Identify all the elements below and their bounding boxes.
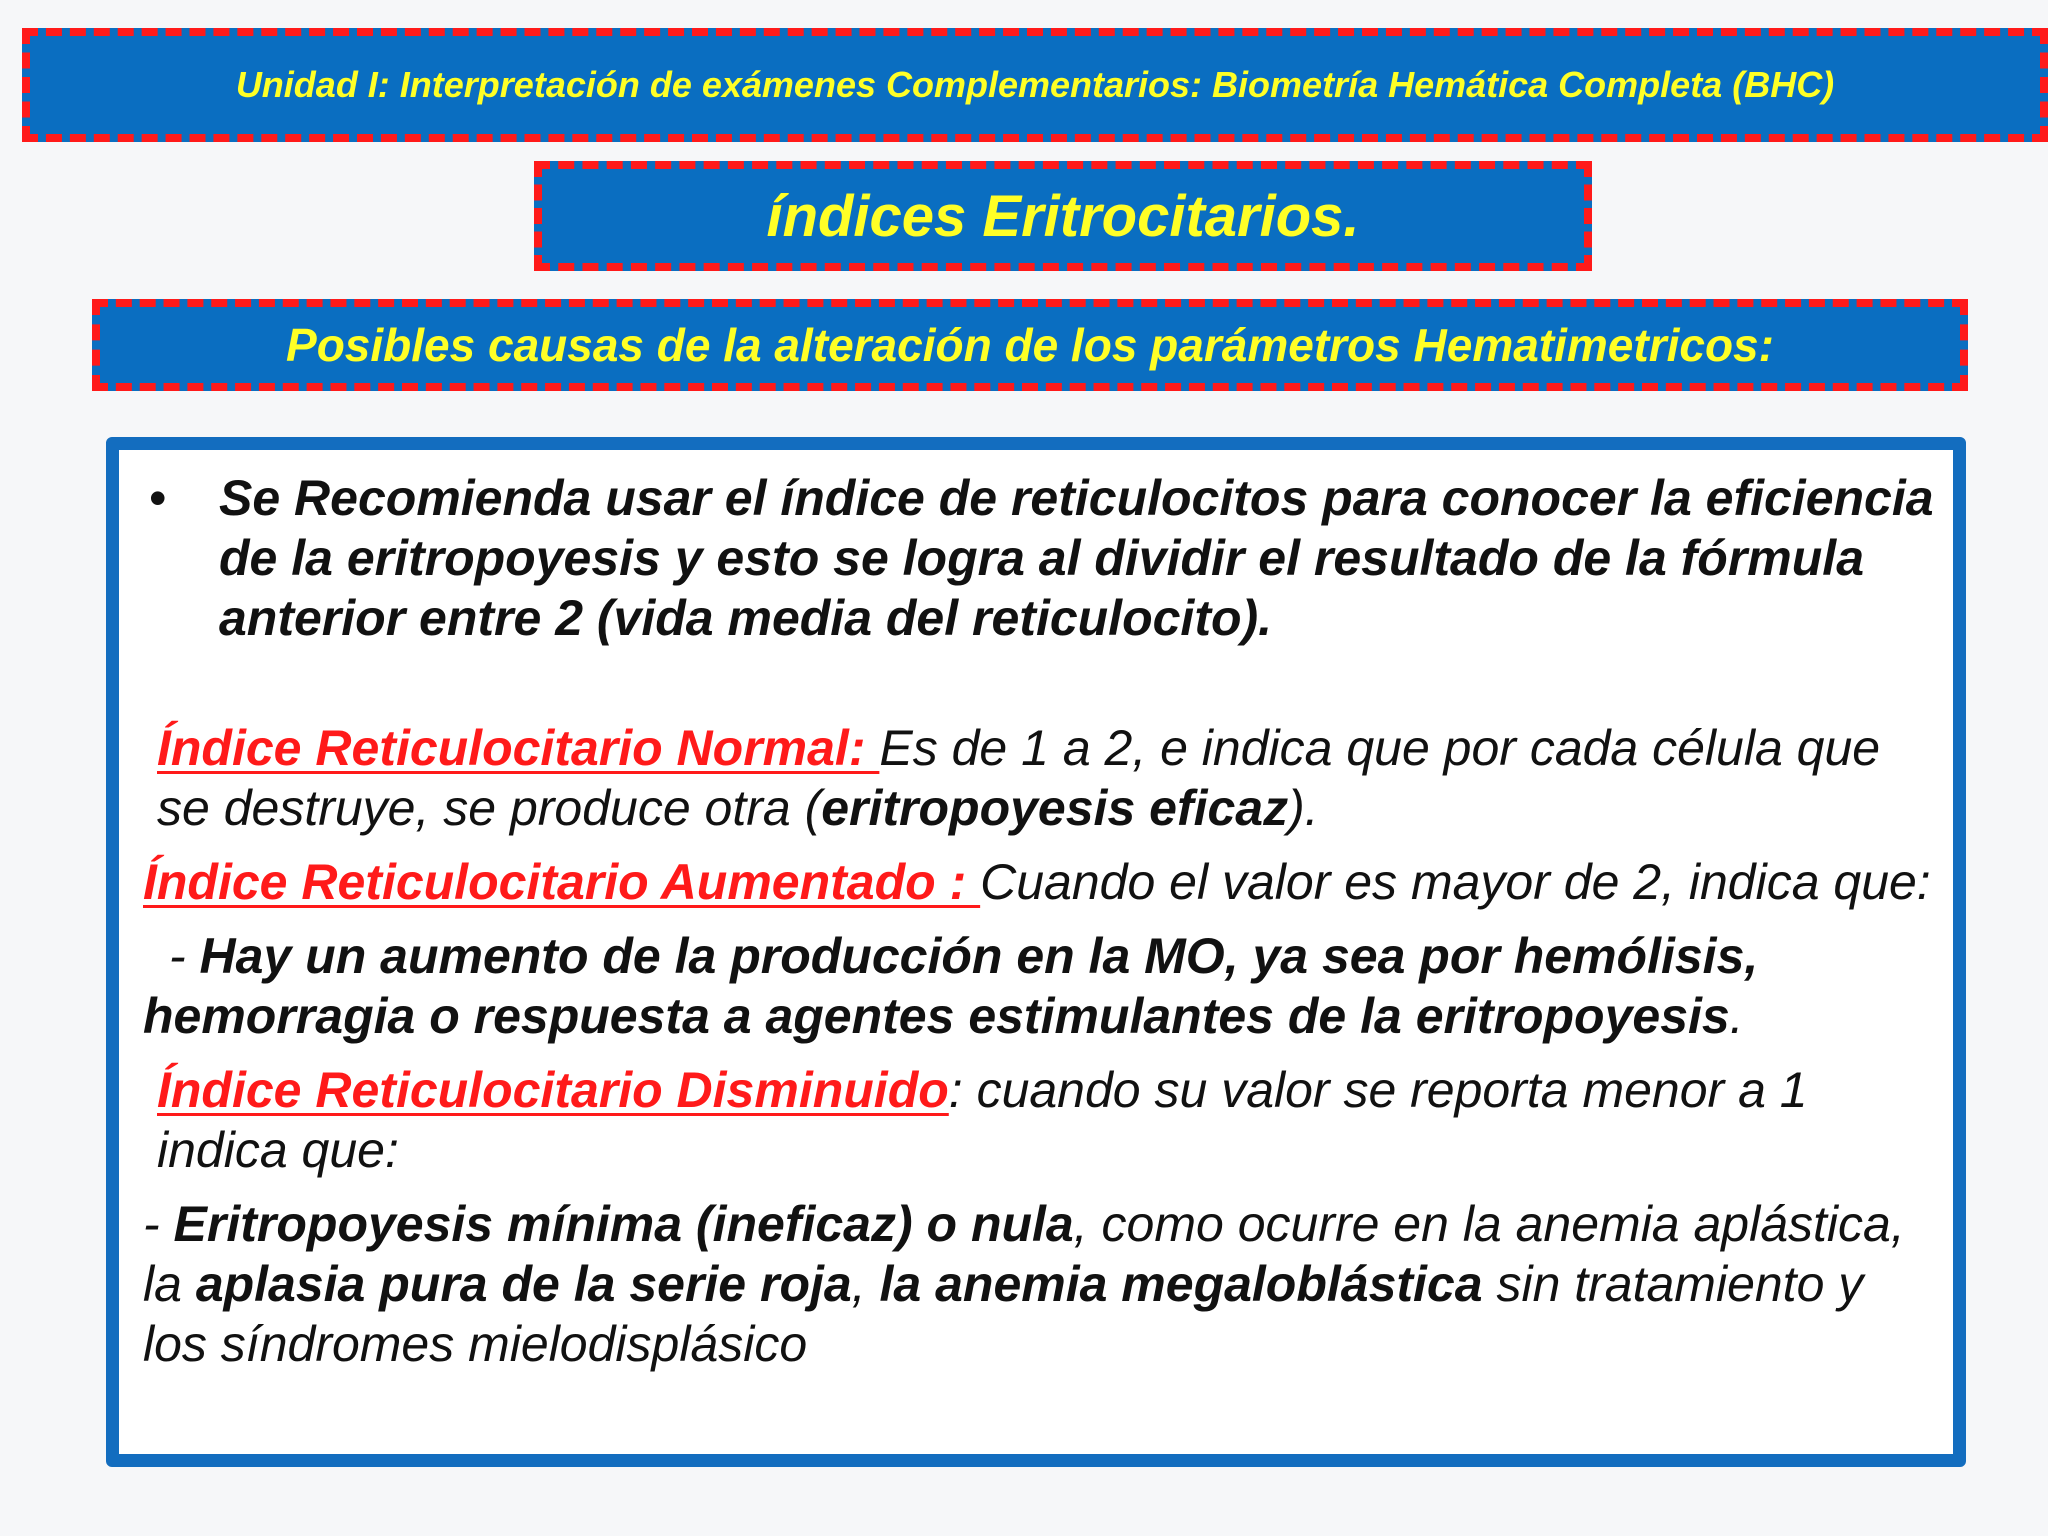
increased-detail-dash: - [169, 928, 200, 984]
increased-detail-bold: Hay un aumento de la producción en la MO, ya sea por hemólisis, hemorragia o respuesta a agentes estimulantes de la eritropoyesis [143, 928, 1759, 1044]
increased-detail-end: . [1729, 988, 1744, 1044]
decreased-detail-bold-c: la anemia megaloblástica [879, 1256, 1483, 1312]
normal-index-paragraph [143, 718, 1935, 838]
recommendation-text: Se Recomienda usar el índice de reticulocitos para conocer la eficiencia de la eritropoyesis y esto se logra al dividir el resultado de la fórmula anterior entre 2 (vida media del reticulocito). [219, 470, 1934, 646]
decreased-detail-paragraph [143, 1194, 1935, 1374]
decreased-detail-bold-b: aplasia pura de la serie roja [195, 1256, 852, 1312]
recommendation-bullet [143, 468, 1935, 648]
normal-index-text-a: Es de 1 a 2, e indica que por cada célula que se destruye, se produce otra ( [157, 720, 1881, 836]
increased-index-paragraph [143, 852, 1935, 912]
unit-title: Unidad I: Interpretación de exámenes Complementarios: Biometría Hemática Completa (BHC) [235, 64, 1835, 105]
bullet-icon: • [149, 470, 167, 526]
decreased-index-text: : cuando su valor se reporta menor a 1 indica que: [157, 1062, 1808, 1178]
increased-index-label: Índice Reticulocitario Aumentado : [143, 854, 981, 910]
topic-title: índices Eritrocitarios. [766, 183, 1360, 249]
content-box [106, 437, 1966, 1467]
normal-index-text-b: ). [1288, 780, 1319, 836]
topic-title-banner [534, 161, 1592, 271]
decreased-detail-text-b: , [851, 1256, 880, 1312]
decreased-detail-text-a: , como ocurre en la anemia aplástica, la [143, 1196, 1905, 1312]
decreased-index-label: Índice Reticulocitario Disminuido [157, 1062, 949, 1118]
decreased-detail-dash: - [143, 1196, 174, 1252]
normal-index-label: Índice Reticulocitario Normal: [157, 720, 880, 776]
unit-title-banner [22, 28, 2048, 142]
section-title-banner [92, 299, 1968, 391]
section-title: Posibles causas de la alteración de los parámetros Hematimetricos: [286, 319, 1774, 371]
decreased-detail-bold-a: Eritropoyesis mínima (ineficaz) o nula [173, 1196, 1074, 1252]
increased-index-text: Cuando el valor es mayor de 2, indica que: [980, 854, 1931, 910]
normal-index-bold: eritropoyesis eficaz [821, 780, 1289, 836]
decreased-detail-text-c: sin tratamiento y los síndromes mielodisplásico [143, 1256, 1864, 1372]
decreased-index-paragraph [143, 1060, 1935, 1180]
increased-detail-paragraph [143, 926, 1935, 1046]
